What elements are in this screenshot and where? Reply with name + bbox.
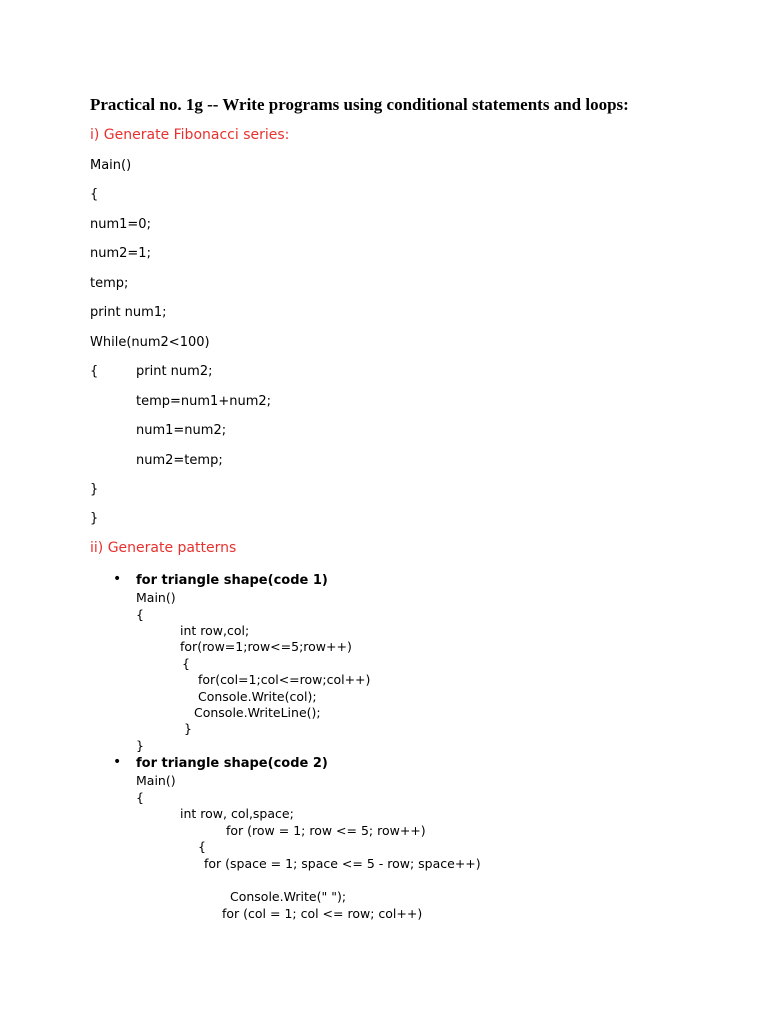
- code-line: print num2;: [136, 364, 213, 379]
- code-line: {: [136, 790, 144, 805]
- item-title-code1: for triangle shape(code 1): [136, 573, 328, 588]
- code-line: num2=temp;: [136, 453, 223, 468]
- code-line: }: [90, 511, 99, 526]
- code-line: While(num2<100): [90, 335, 210, 350]
- page-title: Practical no. 1g -- Write programs using conditional statements and loops:: [90, 95, 629, 114]
- code-line: Main(): [136, 773, 176, 788]
- code-line: Console.WriteLine();: [194, 705, 321, 720]
- code-line: for(col=1;col<=row;col++): [198, 672, 371, 687]
- code-line: int row, col,space;: [180, 806, 294, 821]
- code-line: }: [184, 721, 192, 736]
- bullet-icon: •: [113, 571, 122, 587]
- code-line: for (space = 1; space <= 5 - row; space++): [204, 856, 481, 871]
- code-line: {: [90, 187, 99, 202]
- code-line: {: [90, 364, 99, 379]
- code-line: for (row = 1; row <= 5; row++): [226, 823, 426, 838]
- code-line: num2=1;: [90, 246, 151, 261]
- code-line: for(row=1;row<=5;row++): [180, 639, 352, 654]
- code-line: num1=num2;: [136, 423, 227, 438]
- code-line: }: [136, 738, 144, 753]
- code-line: temp=num1+num2;: [136, 394, 272, 409]
- code-line: {: [182, 656, 190, 671]
- code-line: {: [136, 607, 144, 622]
- code-line: int row,col;: [180, 623, 250, 638]
- section-heading-patterns: ii) Generate patterns: [90, 540, 237, 556]
- code-line: for (col = 1; col <= row; col++): [222, 906, 423, 921]
- code-line: Main(): [90, 158, 132, 173]
- section-heading-fibonacci: i) Generate Fibonacci series:: [90, 127, 290, 143]
- bullet-icon: •: [113, 754, 122, 770]
- code-line: Console.Write(col);: [198, 689, 317, 704]
- code-line: Console.Write(" ");: [230, 889, 347, 904]
- code-line: num1=0;: [90, 217, 151, 232]
- item-title-code2: for triangle shape(code 2): [136, 756, 328, 771]
- code-line: {: [198, 839, 206, 854]
- code-line: }: [90, 482, 99, 497]
- code-line: Main(): [136, 590, 176, 605]
- code-line: print num1;: [90, 305, 167, 320]
- code-line: temp;: [90, 276, 129, 291]
